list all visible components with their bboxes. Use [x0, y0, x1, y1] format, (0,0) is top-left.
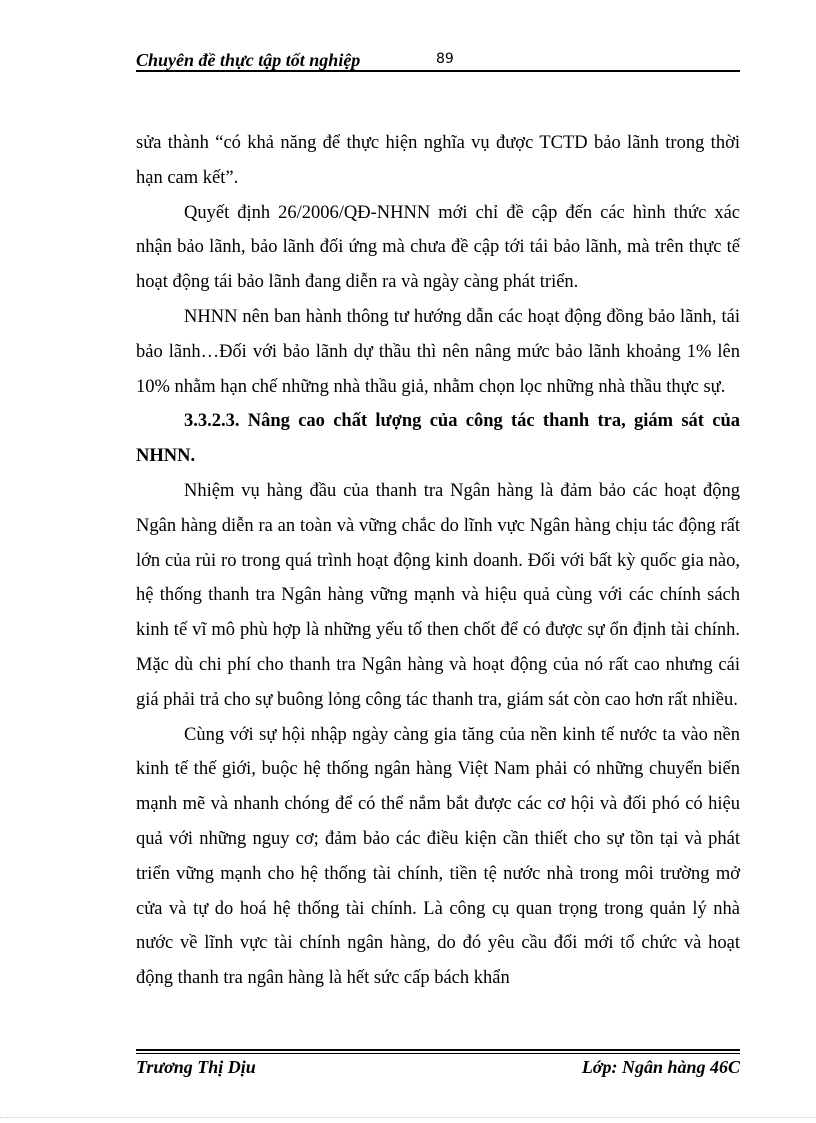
- header-rule: [136, 70, 740, 72]
- footer-author: Trương Thị Dịu: [136, 1057, 256, 1077]
- paragraph-nhnn-guidance: NHNN nên ban hành thông tư hướng dẫn các hoạt động đồng bảo lãnh, tái bảo lãnh…Đối với bảo lãnh dự thầu thì nên nâng mức bảo lãnh khoảng 1% lên 10% nhằm hạn chế những nhà thầu giả, nhằm chọn lọc những nhà thầu thực sự.: [136, 306, 740, 397]
- footer-rule: [136, 1049, 740, 1051]
- paragraph-decision: Quyết định 26/2006/QĐ-NHNN mới chỉ đề cập đến các hình thức xác nhận bảo lãnh, bảo lãnh đối ứng mà chưa đề cập tới tái bảo lãnh, mà trên thực tế hoạt động tái bảo lãnh đang diễn ra và ngày càng phát triển.: [136, 202, 740, 293]
- page-header: [136, 48, 740, 72]
- paragraph-integration: Cùng với sự hội nhập ngày càng gia tăng của nền kinh tế nước ta vào nền kinh tế thế giới, buộc hệ thống ngân hàng Việt Nam phải có những chuyển biến mạnh mẽ và nhanh chóng để có thể nắm bắt được các cơ hội và đối phó có hiệu quả với những nguy cơ; đảm bảo các điều kiện cần thiết cho sự tồn tại và phát triển vững mạnh cho hệ thống tài chính, tiền tệ nước nhà trong môi trường mở cửa và tự do hoá hệ thống tài chính. Là công cụ quan trọng trong quản lý nhà nước về lĩnh vực tài chính ngân hàng, do đó yêu cầu đổi mới tổ chức và hoạt động thanh tra ngân hàng là hết sức cấp bách khẩn: [136, 724, 740, 989]
- section-heading: 3.3.2.3. Nâng cao chất lượng của công tác thanh tra, giám sát của NHNN.: [136, 411, 740, 467]
- paragraph-continuation: sửa thành “có khả năng để thực hiện nghĩa vụ được TCTD bảo lãnh trong thời hạn cam kết”.: [136, 133, 740, 188]
- header-title: Chuyên đề thực tập tốt nghiệp: [136, 50, 361, 70]
- page-footer: [136, 1054, 740, 1080]
- body-text: [136, 126, 740, 996]
- paragraph-inspection-mission: Nhiệm vụ hàng đầu của thanh tra Ngân hàng là đảm bảo các hoạt động Ngân hàng diễn ra an toàn và vững chắc do lĩnh vực Ngân hàng chịu tác động rất lớn của rủi ro trong quá trình hoạt động kinh doanh. Đối với bất kỳ quốc gia nào, hệ thống thanh tra Ngân hàng vững mạnh và hiệu quả cùng với các chính sách kinh tế vĩ mô phù hợp là những yếu tố then chốt để có được sự ổn định tài chính. Mặc dù chi phí cho thanh tra Ngân hàng và hoạt động của nó rất cao nhưng cái giá phải trả cho sự buông lỏng công tác thanh tra, giám sát còn cao hơn rất nhiều.: [136, 480, 740, 710]
- page-number: 89: [436, 51, 454, 67]
- page-edge-divider: [0, 1117, 816, 1118]
- footer-class: Lớp: Ngân hàng 46C: [581, 1057, 740, 1077]
